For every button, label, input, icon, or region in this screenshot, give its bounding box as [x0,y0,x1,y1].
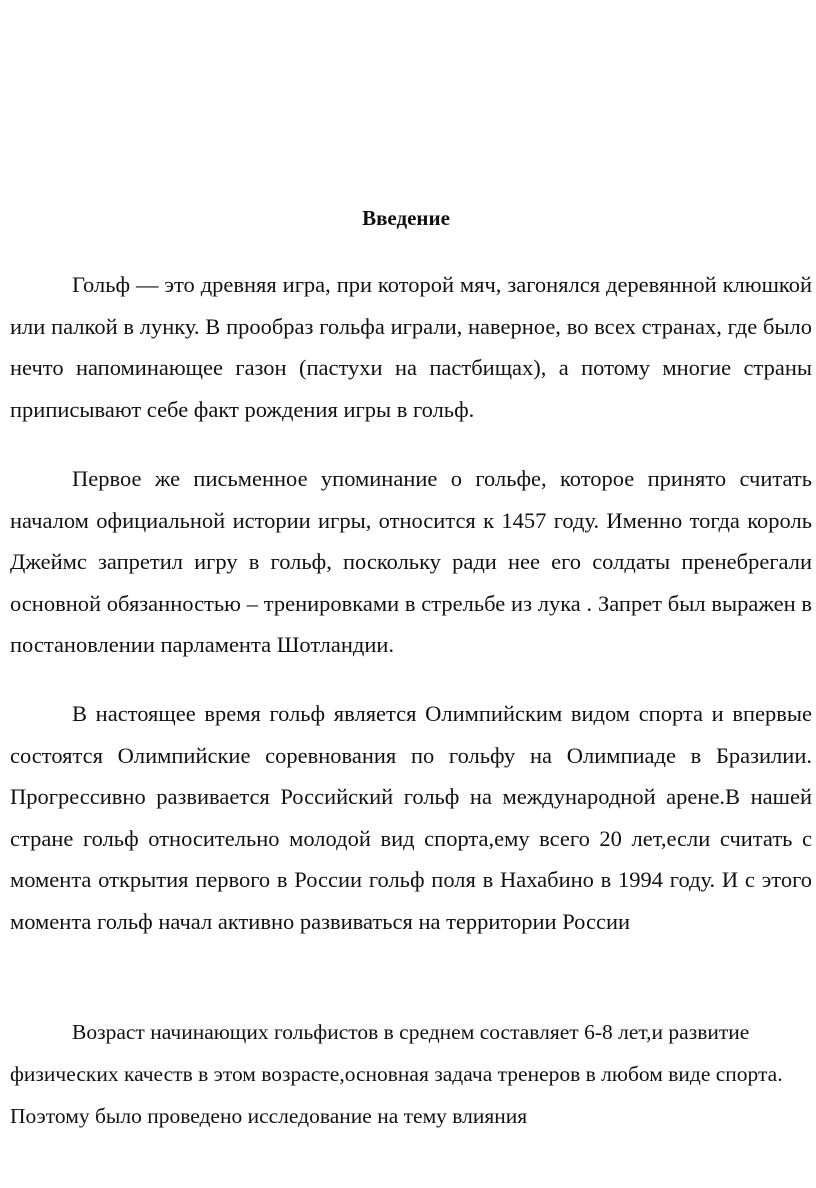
document-title: Введение [362,206,450,230]
paragraph-4: Возраст начинающих гольфистов в среднем составляет 6-8 лет,и развитие физических качеств в этом возрасте,основная задача тренеров в любом виде спорта. Поэтому было проведено исследование на тему влияния [10,1020,783,1128]
paragraph-1: Гольф — это древняя игра, при которой мяч, загонялся деревянной клюшкой или палкой в лунку. В прообраз гольфа играли, наверное, во всех странах, где было нечто напоминающее газон (пастухи на пастбищах), а потому многие страны приписывают себе факт рождения игры в гольф. [10,272,812,422]
paragraph-3: В настоящее время гольф является Олимпийским видом спорта и впервые состоятся Олимпийские соревнования по гольфу на Олимпиаде в Бразилии. Прогрессивно развивается Российский гольф на международной арене.В нашей стране гольф относительно молодой вид спорта,ему всего 20 лет,если считать с момента открытия первого в России гольф поля в Нахабино в 1994 году. И с этого момента гольф начал активно развиваться на территории России [10,701,812,934]
paragraph-2: Первое же письменное упоминание о гольфе, которое принято считать началом официальной истории игры, относится к 1457 году. Именно тогда король Джеймс запретил игру в гольф, поскольку ради нее его солдаты пренебрегали основной обязанностью – тренировками в стрельбе из лука . Запрет был выражен в постановлении парламента Шотландии. [10,466,812,657]
